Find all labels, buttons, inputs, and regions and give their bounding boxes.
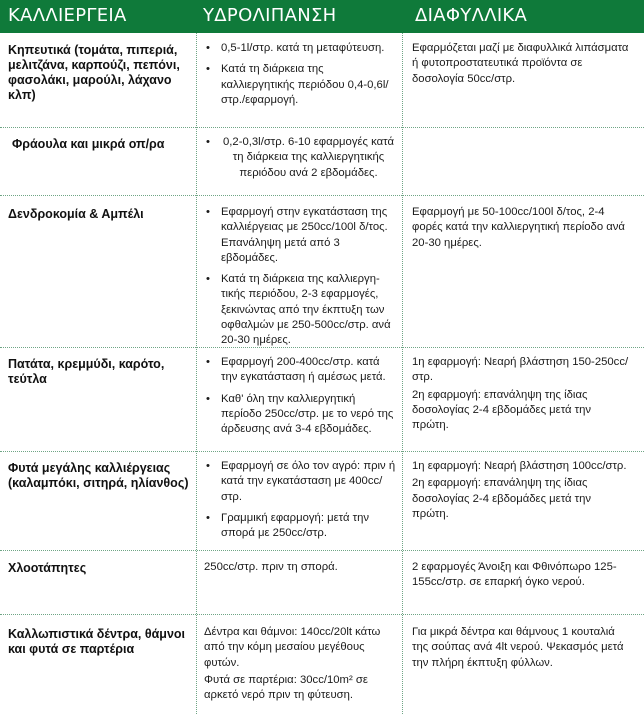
- table-row-hydro: 250cc/στρ. πριν τη σπορά.: [204, 561, 338, 573]
- table-row-crop: Φυτά μεγάλης καλλιέργειας (καλαμπόκι, σιτηρά, ηλίανθος): [8, 461, 189, 490]
- list-item: • Εφαρμογή στην εγκατάσταση της καλλιέργειας με 250cc/100l δ/τος. Επανάληψη μετά από 3 εβδομάδες.: [206, 206, 388, 264]
- column-divider: [402, 33, 403, 714]
- table-row-hydro: Δέντρα και θάμνοι: 140cc/20lt κάτω από την κόμη μεσαίου μεγέθους φυτών. Φυτά σε παρτέρια: 30cc/10m² σε αρκετό νερό πριν τη φύτευση.: [204, 626, 381, 702]
- table-row-crop: Χλοοτάπητες: [8, 561, 87, 575]
- table-header: [0, 0, 644, 33]
- list-item: • Εφαρμογή 200-400cc/στρ. κατά την εγκατάσταση ή αμέσως μετά.: [206, 356, 386, 384]
- table-row-hydro: [204, 135, 396, 187]
- table-row-foliar: Εφαρμογή με 50-100cc/100l δ/τος, 2-4 φορές κατά την καλλιεργητική περίοδο ανά 20-30 ημέρες.: [412, 206, 625, 249]
- header-hydro: ΥΔΡΟΛΙΠΑΝΣΗ: [203, 5, 337, 26]
- table-row-crop: Φράουλα και μικρά οπ/ρα: [12, 137, 165, 151]
- table-row-foliar: 2 εφαρμογές Άνοιξη και Φθινόπωρο 125-155cc/στρ. σε επαρκή όγκο νερού.: [412, 561, 617, 589]
- table-row-foliar: Για μικρά δέντρα και θάμνους 1 κουταλιά της σούπας ανά 4lt νερού. Ψεκασμός μετά την πλήρη έκπτυξη φύλλων.: [412, 626, 624, 669]
- table-row-crop: Κηπευτικά (τομάτα, πιπεριά, μελιτζάνα, καρπούζι, πεπόνι, φασολάκι, μαρούλι, λάχανο κλπ): [8, 43, 180, 102]
- list-item: • Γραμμική εφαρμογή: μετά την σπορά με 250cc/στρ.: [206, 511, 370, 540]
- row-divider: [0, 451, 644, 452]
- row-divider: [0, 550, 644, 551]
- table-row-foliar: Εφαρμόζεται μαζί με διαφυλλικά λιπάσματα ή φυτοπροστατευτικά προϊόντα σε δοσολογία 50cc/στρ.: [412, 42, 629, 85]
- list-item: • Εφαρμογή σε όλο τον αγρό: πριν ή κατά την εγκατάσταση με 400cc/στρ.: [206, 460, 396, 503]
- header-crop: ΚΑΛΛΙΕΡΓΕΙΑ: [8, 5, 127, 26]
- list-item: • Καθ' όλη την καλλιεργητική περίοδο 250cc/στρ. με το νερό της άρδευσης ανά 3-4 εβδομάδες.: [206, 392, 394, 436]
- table-row-hydro: [204, 41, 396, 114]
- row-divider: [0, 195, 644, 196]
- list-item: • Κατά τη διάρκεια της καλλιεργη-τικής περιόδου, 2-3 εφαρμογές, ξεκινώντας από την έκπτυξη των οφθαλμών με 250-500cc/στρ. ανά 20-30 ημέρες.: [206, 273, 391, 347]
- table-row-crop: Καλλωπιστικά δέντρα, θάμνοι και φυτά σε παρτέρια: [8, 627, 186, 656]
- list-item: • 0,2-0,3l/στρ. 6-10 εφαρμογές κατά τη διάρκεια της καλλιεργητικής περιόδου ανά 2 εβδομάδες.: [206, 136, 394, 179]
- list-item: • 0,5-1l/στρ. κατά τη μεταφύτευση.: [206, 42, 385, 54]
- list-item: • Κατά τη διάρκεια της καλλιεργητικής περιόδου 0,4-0,6l/στρ./εφαρμογή.: [206, 63, 389, 106]
- column-divider: [196, 33, 197, 714]
- row-divider: [0, 614, 644, 615]
- table-row-hydro: [204, 459, 396, 547]
- table-row-crop: Δενδροκομία & Αμπέλι: [8, 207, 144, 221]
- table-row-foliar: 1η εφαρμογή: Νεαρή βλάστηση 100cc/στρ. 2η εφαρμογή: επανάληψη της ίδιας δοσολογίας 2-4 εβδομάδες μετά την πρώτη.: [412, 460, 627, 520]
- header-foliar: ΔΙΑΦΥΛΛΙΚΑ: [415, 5, 528, 26]
- table-row-hydro: [204, 355, 396, 443]
- table-row-crop: Πατάτα, κρεμμύδι, καρότο, τεύτλα: [8, 357, 165, 386]
- table-row-foliar: 1η εφαρμογή: Νεαρή βλάστηση 150-250cc/στρ. 2η εφαρμογή: επανάληψη της ίδιας δοσολογίας 2-4 εβδομάδες μετά την πρώτη.: [412, 356, 629, 432]
- table-row-hydro: [204, 205, 396, 355]
- row-divider: [0, 127, 644, 128]
